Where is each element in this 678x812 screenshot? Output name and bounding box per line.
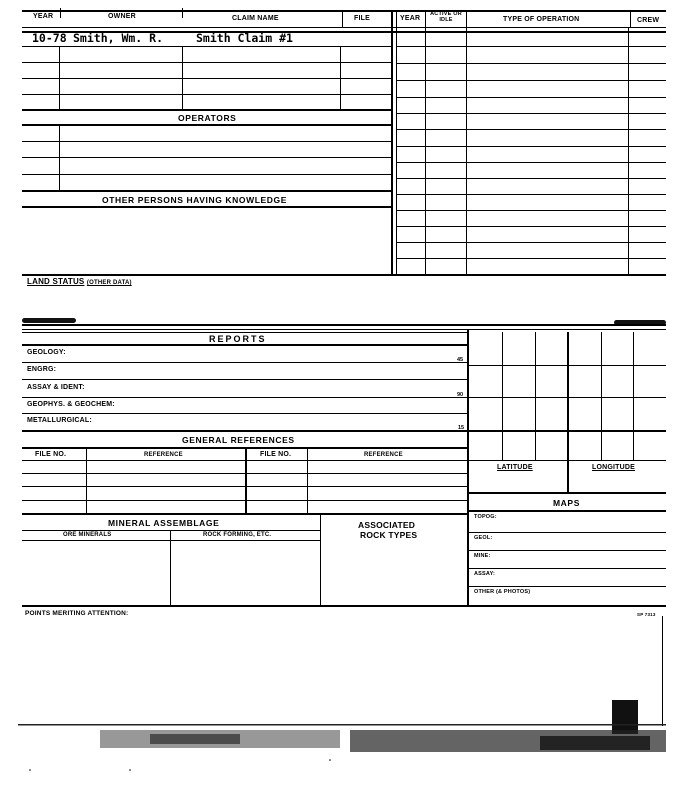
maps-title: MAPS — [553, 498, 580, 508]
entry-owner: Smith, Wm. R. — [73, 31, 164, 45]
longitude-label: LONGITUDE — [592, 464, 636, 471]
margin-number: 15 — [458, 425, 465, 431]
scan-line — [18, 724, 666, 726]
report-row-engrg: ENGRG: — [27, 366, 57, 373]
header-crew: CREW — [637, 17, 660, 24]
header-type-of-operation: TYPE OF OPERATION — [503, 16, 580, 23]
report-row-geology: GEOLOGY: — [27, 349, 66, 356]
margin-number: 45 — [457, 357, 464, 363]
maps-row-geol: GEOL: — [474, 535, 493, 541]
associated-label: ASSOCIATED — [358, 520, 416, 530]
ref-header-reference-1: REFERENCE — [144, 452, 183, 458]
header-active-or-idle: ACTIVE OR IDLE — [430, 11, 462, 23]
ref-header-reference-2: REFERENCE — [364, 452, 403, 458]
form-code: SP 7313 — [637, 612, 656, 617]
land-status-label — [27, 277, 132, 286]
maps-row-mine: MINE: — [474, 553, 491, 559]
header-year-2: YEAR — [400, 15, 421, 22]
header-claim-name: CLAIM NAME — [232, 15, 279, 22]
scan-noise-band — [0, 690, 678, 812]
reports-title: REPORTS — [209, 334, 267, 344]
margin-number: 90 — [457, 392, 464, 398]
header-file: FILE — [354, 15, 370, 22]
latitude-label: LATITUDE — [497, 464, 533, 471]
land-status-sub: (OTHER DATA) — [86, 280, 132, 286]
report-row-assay: ASSAY & IDENT: — [27, 384, 85, 391]
ref-header-file-no-2: FILE NO. — [260, 451, 292, 458]
header-year: YEAR — [33, 13, 54, 20]
entry-year: 10-78 — [32, 31, 67, 45]
maps-row-assay: ASSAY: — [474, 571, 496, 577]
general-references-title: GENERAL REFERENCES — [182, 435, 295, 445]
maps-row-other: OTHER (& PHOTOS) — [474, 589, 531, 595]
ink-smudge — [22, 318, 76, 323]
ref-header-file-no-1: FILE NO. — [35, 451, 67, 458]
mineral-assemblage-title: MINERAL ASSEMBLAGE — [108, 518, 220, 528]
points-meriting-attention-label: POINTS MERITING ATTENTION: — [25, 610, 129, 617]
report-row-metallurgical: METALLURGICAL: — [27, 417, 92, 424]
rock-types-label-text: ROCK TYPES — [360, 530, 418, 540]
ore-minerals-label: ORE MINERALS — [63, 532, 112, 538]
report-row-geophys: GEOPHYS. & GEOCHEM: — [27, 401, 115, 408]
land-status-title: LAND STATUS — [27, 277, 85, 286]
header-owner: OWNER — [108, 13, 136, 20]
entry-claim-name: Smith Claim #1 — [196, 31, 293, 45]
ink-blot — [612, 700, 638, 734]
rock-forming-label: ROCK FORMING, ETC. — [203, 532, 272, 538]
other-persons-label: OTHER PERSONS HAVING KNOWLEDGE — [102, 195, 288, 205]
maps-row-topog: TOPOG: — [474, 514, 497, 520]
operators-label: OPERATORS — [178, 113, 237, 123]
